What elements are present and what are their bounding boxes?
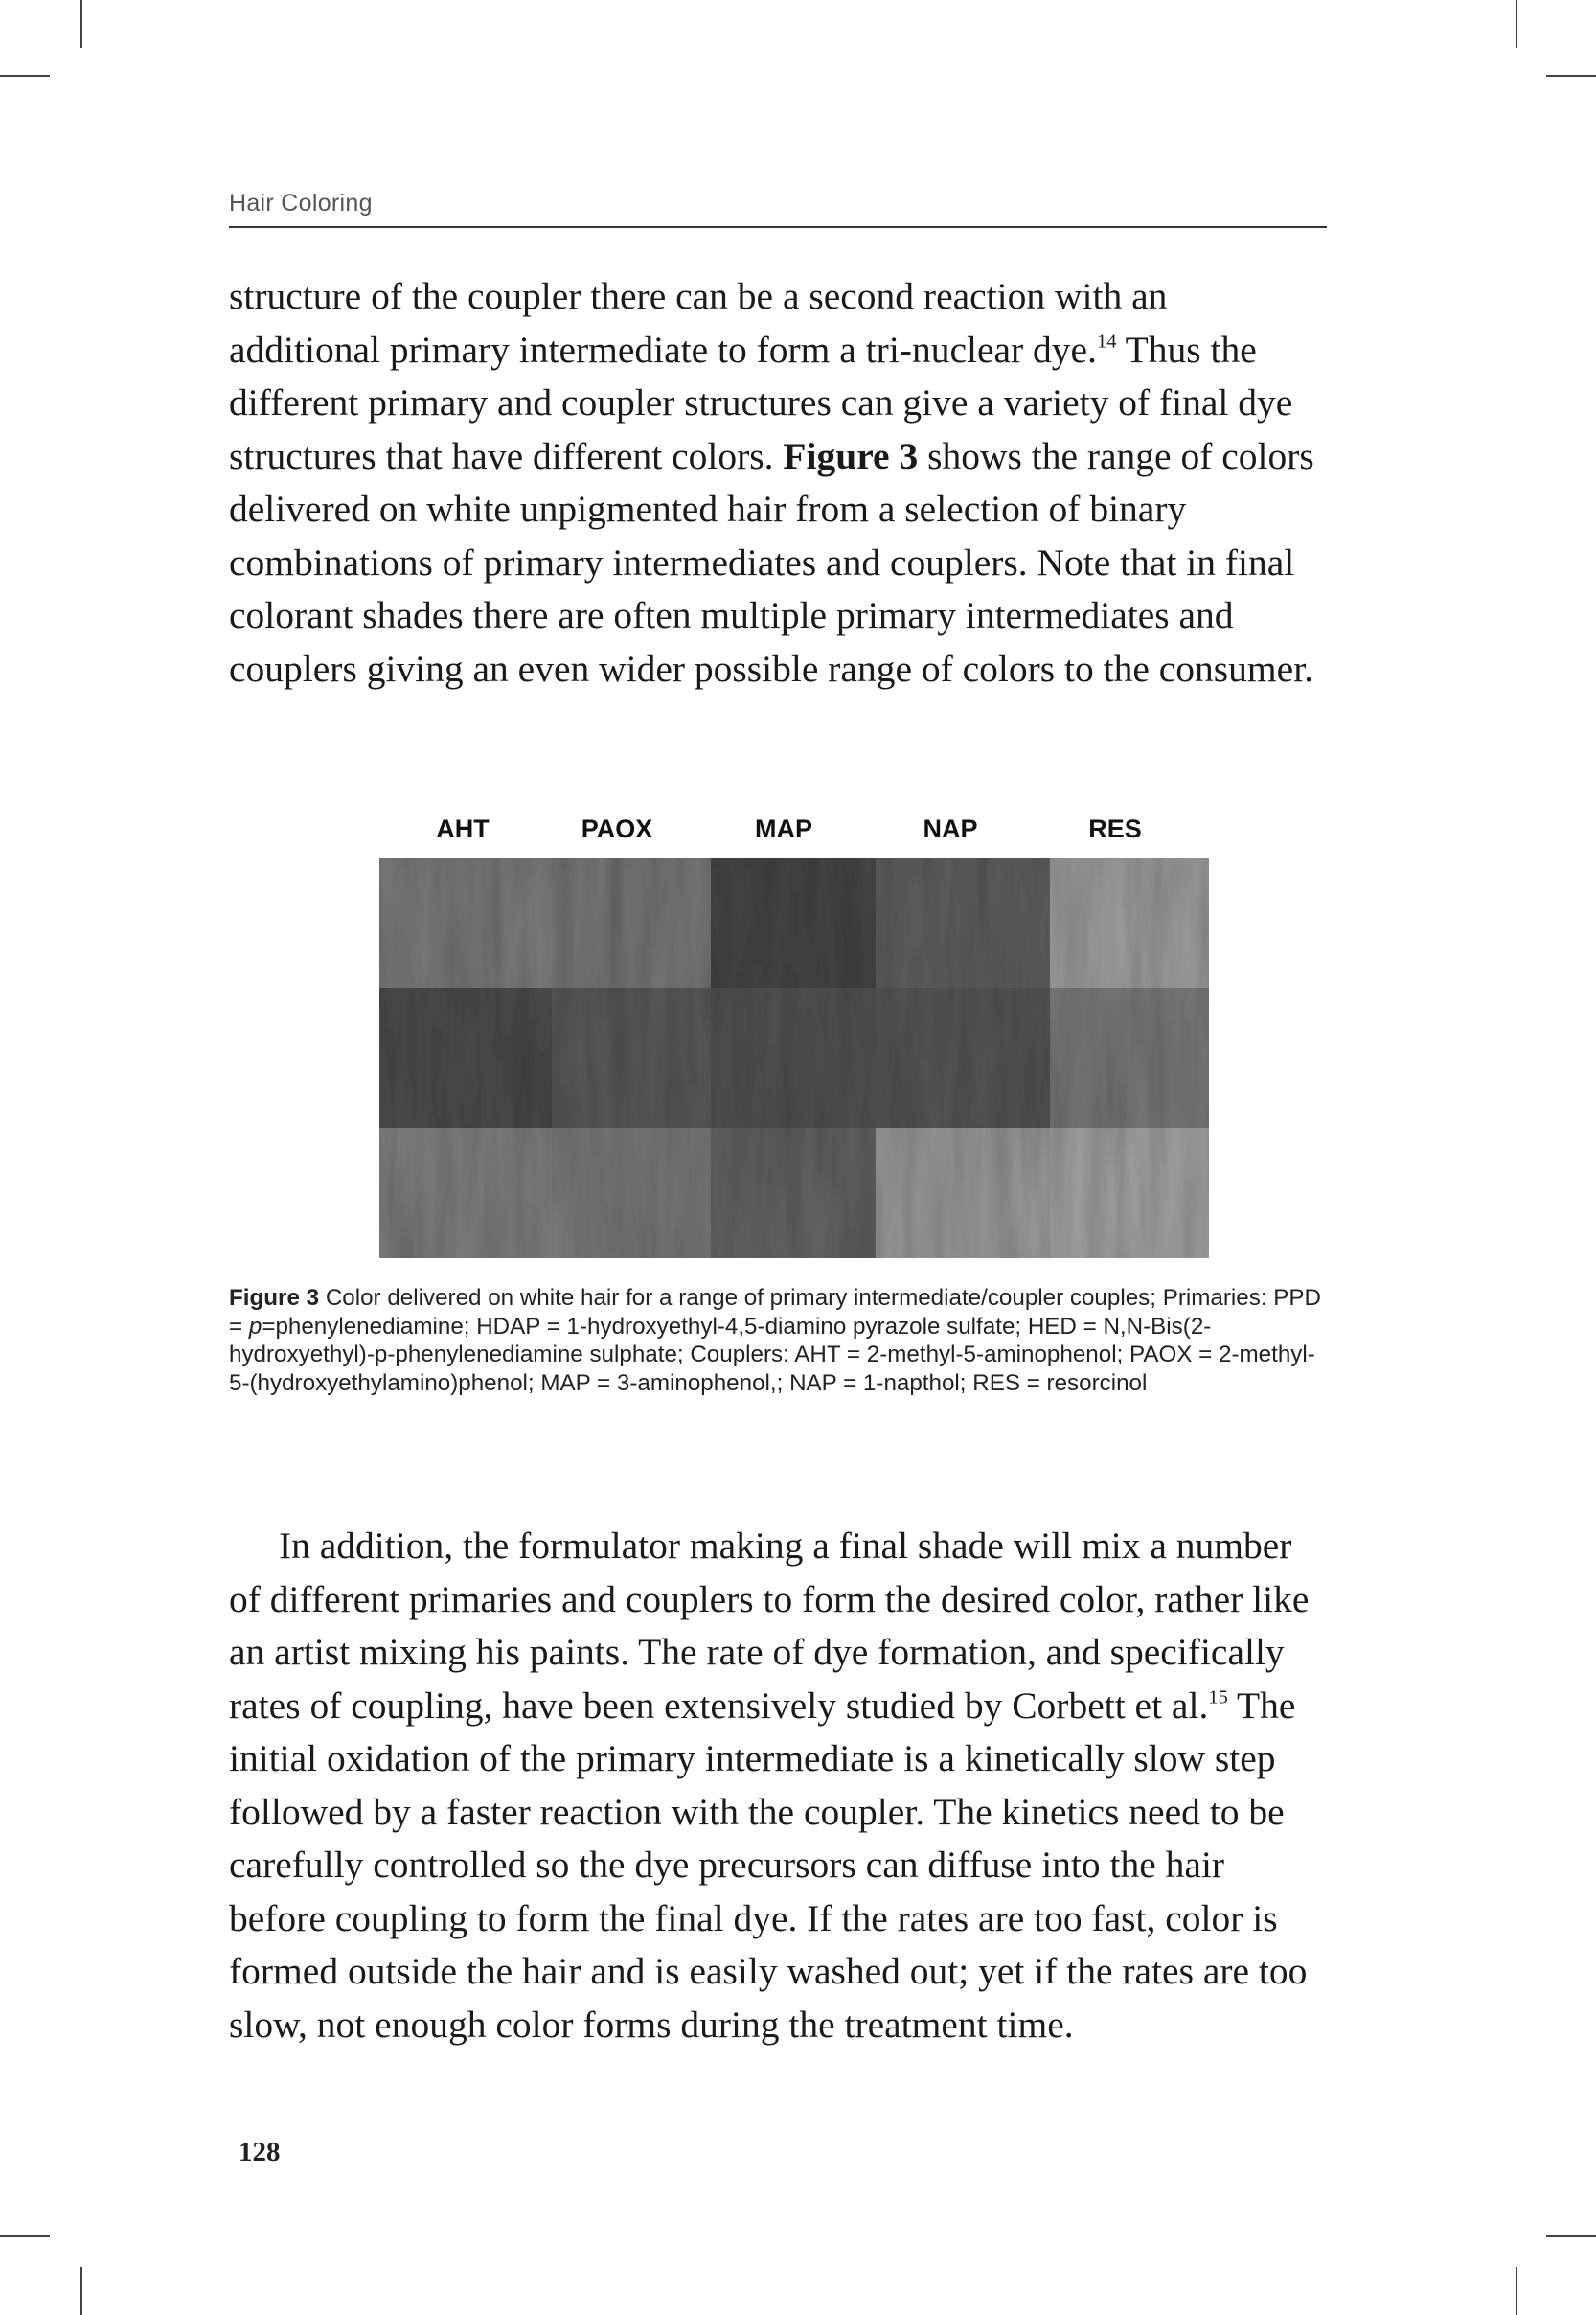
paragraph-text: Thus the different primary and coupler structures can give a variety of final dye structures that have different colors. — [229, 328, 1293, 477]
crop-mark — [80, 0, 82, 48]
crop-mark — [1546, 75, 1596, 77]
crop-mark — [1546, 2235, 1596, 2237]
hair-swatch-hdap-res — [1050, 988, 1209, 1128]
hair-swatch-ppd-aht — [379, 858, 552, 988]
paragraph-text: structure of the coupler there can be a second reaction with an additional primary intermediate to form a tri-nuclear dye. — [229, 275, 1168, 371]
figure-caption — [229, 1284, 1331, 1397]
body-paragraph-1 — [229, 270, 1327, 696]
caption-italic: p — [248, 1313, 262, 1340]
column-label-map: MAP — [755, 814, 812, 843]
header-rule — [229, 226, 1327, 228]
hair-swatch-hed-nap — [876, 1128, 1050, 1258]
column-label-paox: PAOX — [581, 814, 653, 843]
crop-mark — [80, 2267, 82, 2315]
body-paragraph-2 — [229, 1520, 1327, 2051]
hair-swatch-hed-res — [1050, 1128, 1209, 1258]
hair-swatch-ppd-paox — [552, 858, 711, 988]
column-label-nap: NAP — [923, 814, 978, 843]
paragraph-text: shows the range of colors delivered on white unpigmented hair from a selection of binary combinations of primary intermediates and couplers. Note that in final colorant shades there are often multiple primary intermediates and couplers giving an even wider possible range of colors to the consumer. — [229, 434, 1314, 690]
paragraph-text: The initial oxidation of the primary intermediate is a kinetically slow step followed by a faster reaction with the coupler. The kinetics need to be carefully controlled so the dye precursors can diffuse into the hair before coupling to form the final dye. If the rates are too fast, color is formed outside the hair and is easily washed out; yet if the rates are too slow, not enough color forms during the treatment time. — [229, 1684, 1308, 2046]
crop-mark — [1516, 0, 1517, 48]
hair-swatch-hed-map — [711, 1128, 876, 1258]
running-header: Hair Coloring — [229, 190, 373, 217]
caption-text: =phenylenediamine; HDAP = 1-hydroxyethyl-4,5-diamino pyrazole sulfate; HED = N,N-Bis(2-hydroxyethyl)-p-phenylenediamine sulphate; Couplers: AHT = 2-methyl-5-aminophenol; PAOX = 2-methyl-5-(hydroxyethylamino)phenol; MAP = 3-aminophenol,; NAP = 1-napthol; RES = resorcinol — [229, 1313, 1315, 1396]
hair-swatch-hed-aht — [379, 1128, 552, 1258]
footnote-ref: 15 — [1208, 1686, 1228, 1708]
page-number: 128 — [239, 2137, 281, 2167]
hair-swatch-ppd-res — [1050, 858, 1209, 988]
caption-text: Color delivered on white hair for a range of primary intermediate/coupler couples; Primaries: PPD = — [229, 1285, 1322, 1340]
caption-label: Figure 3 — [229, 1285, 320, 1311]
column-label-res: RES — [1088, 814, 1142, 843]
hair-swatch-ppd-nap — [876, 858, 1050, 988]
crop-mark — [1516, 2267, 1517, 2315]
hair-swatch-hdap-aht — [379, 988, 552, 1128]
figure-reference: Figure 3 — [783, 434, 919, 477]
hair-swatch-hdap-nap — [876, 988, 1050, 1128]
hair-swatch-grid — [379, 858, 1209, 1258]
column-label-aht: AHT — [436, 814, 490, 843]
paragraph-text: In addition, the formulator making a final shade will mix a number of different primaries and couplers to form the desired color, rather like an artist mixing his paints. The rate of dye formation, and specifically rates of coupling, have been extensively studied by Corbett et al. — [229, 1524, 1310, 1727]
crop-mark — [0, 75, 50, 77]
hair-swatch-hdap-map — [711, 988, 876, 1128]
hair-swatch-ppd-map — [711, 858, 876, 988]
crop-mark — [0, 2235, 50, 2237]
figure-3 — [229, 805, 1327, 1255]
hair-swatch-hdap-paox — [552, 988, 711, 1128]
footnote-ref: 14 — [1096, 331, 1117, 353]
hair-swatch-hed-paox — [552, 1128, 711, 1258]
